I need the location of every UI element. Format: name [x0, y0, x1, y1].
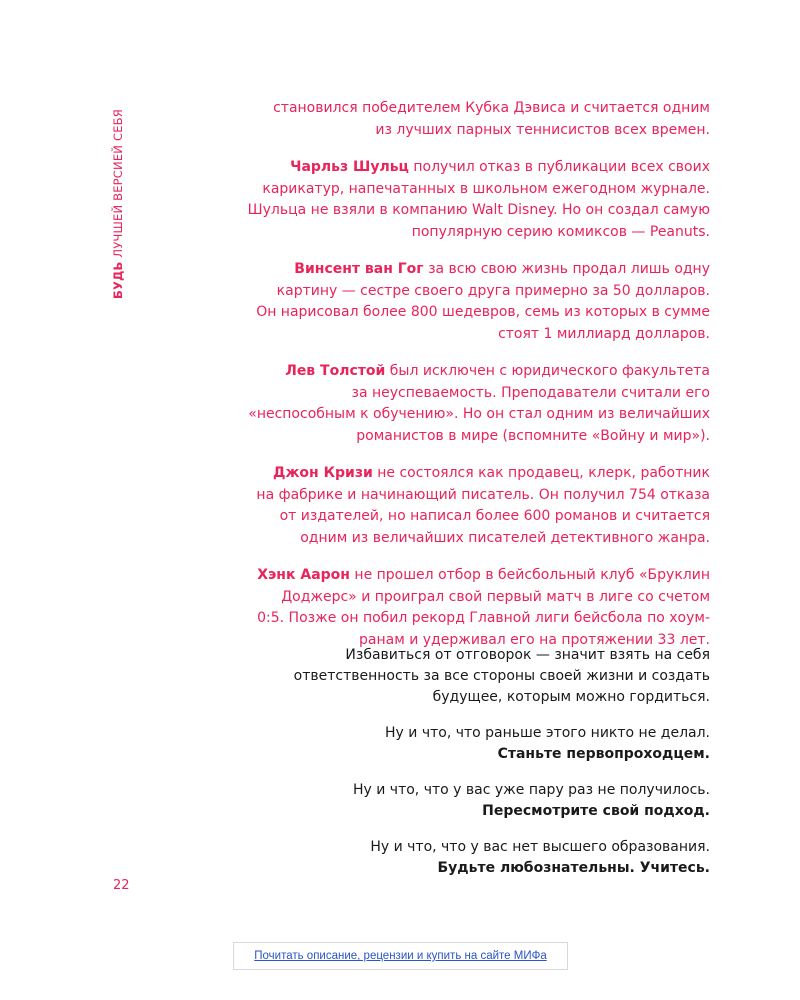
text-line: [160, 259, 710, 281]
text-line: [160, 157, 710, 179]
motivation-quote: [200, 780, 710, 822]
text-line: на фабрике и начинающий писатель. Он получил 754 отказа: [256, 486, 710, 503]
text-fragment: не состоялся как продавец, клерк, работник: [372, 465, 710, 481]
example-paragraph: [160, 463, 710, 549]
person-name: Джон Кризи: [273, 465, 373, 481]
person-name: Лев Толстой: [285, 363, 386, 379]
motivation-quote: [200, 837, 710, 879]
text-line: романистов в мире (вспомните «Войну и мир»).: [356, 427, 710, 444]
text-line: из лучших парных теннисистов всех времен.: [375, 121, 710, 138]
text-line: 0:5. Позже он побил рекорд Главной лиги бейсбола по хоум-: [257, 610, 710, 626]
text-line: от издателей, но написал более 600 романов и считается: [279, 508, 710, 524]
text-line: популярную серию комиксов — Peanuts.: [411, 223, 710, 240]
buy-book-link[interactable]: Почитать описание, рецензии и купить на сайте МИФа: [254, 950, 547, 962]
text-line: становился победителем Кубка Дэвиса и считается одним: [273, 100, 710, 116]
text-line: одним из величайших писателей детективного жанра.: [300, 529, 710, 546]
text-line: [160, 463, 710, 485]
text-line: ранам и удерживал его на протяжении 33 лет.: [359, 631, 710, 648]
text-fragment: получил отказ в публикации всех своих: [408, 159, 710, 175]
motivation-quote: [200, 645, 710, 708]
text-fragment: за всю свою жизнь продал лишь одну: [423, 261, 710, 277]
call-to-action: Будьте любознательны. Учитесь.: [437, 860, 710, 876]
text-line: ответственность за все стороны своей жизни и создать: [293, 668, 710, 684]
text-line: Избавиться от отговорок — значит взять на себя: [345, 647, 710, 663]
example-paragraph: [160, 98, 710, 141]
text-line: Шульца не взяли в компанию Walt Disney. Но он создал самую: [247, 202, 710, 218]
text-line: карикатур, напечатанных в школьном ежегодном журнале.: [262, 180, 710, 197]
examples-list: [160, 98, 710, 667]
text-line: [160, 361, 710, 383]
text-line: Ну и что, что раньше этого никто не делал.: [385, 725, 710, 741]
running-header-bold: БУДЬ: [111, 261, 125, 299]
motivation-block: [200, 645, 710, 894]
text-line: за неуспеваемость. Преподаватели считали его: [351, 384, 710, 401]
text-line: Он нарисовал более 800 шедевров, семь из которых в сумме: [256, 304, 710, 320]
running-header: [108, 98, 128, 310]
example-paragraph: [160, 361, 710, 447]
example-paragraph: [160, 565, 710, 651]
person-name: Чарльз Шульц: [290, 159, 409, 175]
text-line: «неспособным к обучению». Но он стал одним из величайших: [248, 406, 710, 422]
text-line: [160, 565, 710, 587]
text-line: Ну и что, что у вас нет высшего образования.: [370, 839, 710, 855]
text-line: Доджерс» и проиграл свой первый матч в лиге со счетом: [281, 588, 710, 605]
call-to-action: Пересмотрите свой подход.: [482, 803, 710, 819]
call-to-action: Станьте первопроходцем.: [497, 746, 710, 762]
person-name: Хэнк Аарон: [257, 567, 350, 583]
motivation-quote: [200, 723, 710, 765]
page-number: 22: [113, 878, 130, 893]
text-fragment: был исключен с юридического факультета: [385, 363, 710, 379]
running-header-text: [111, 109, 125, 299]
example-paragraph: [160, 259, 710, 345]
text-line: картину — сестре своего друга примерно за 50 долларов.: [276, 282, 710, 299]
running-header-rest: ЛУЧШЕЙ ВЕРСИЕЙ СЕБЯ: [111, 109, 125, 258]
example-paragraph: [160, 157, 710, 243]
person-name: Винсент ван Гог: [294, 261, 424, 277]
text-line: стоят 1 миллиард долларов.: [498, 325, 710, 342]
text-line: Ну и что, что у вас уже пару раз не получилось.: [353, 782, 710, 798]
footer-link-container: [233, 942, 568, 970]
text-line: будущее, которым можно гордиться.: [432, 689, 710, 705]
text-fragment: не прошел отбор в бейсбольный клуб «Бруклин: [349, 567, 710, 583]
